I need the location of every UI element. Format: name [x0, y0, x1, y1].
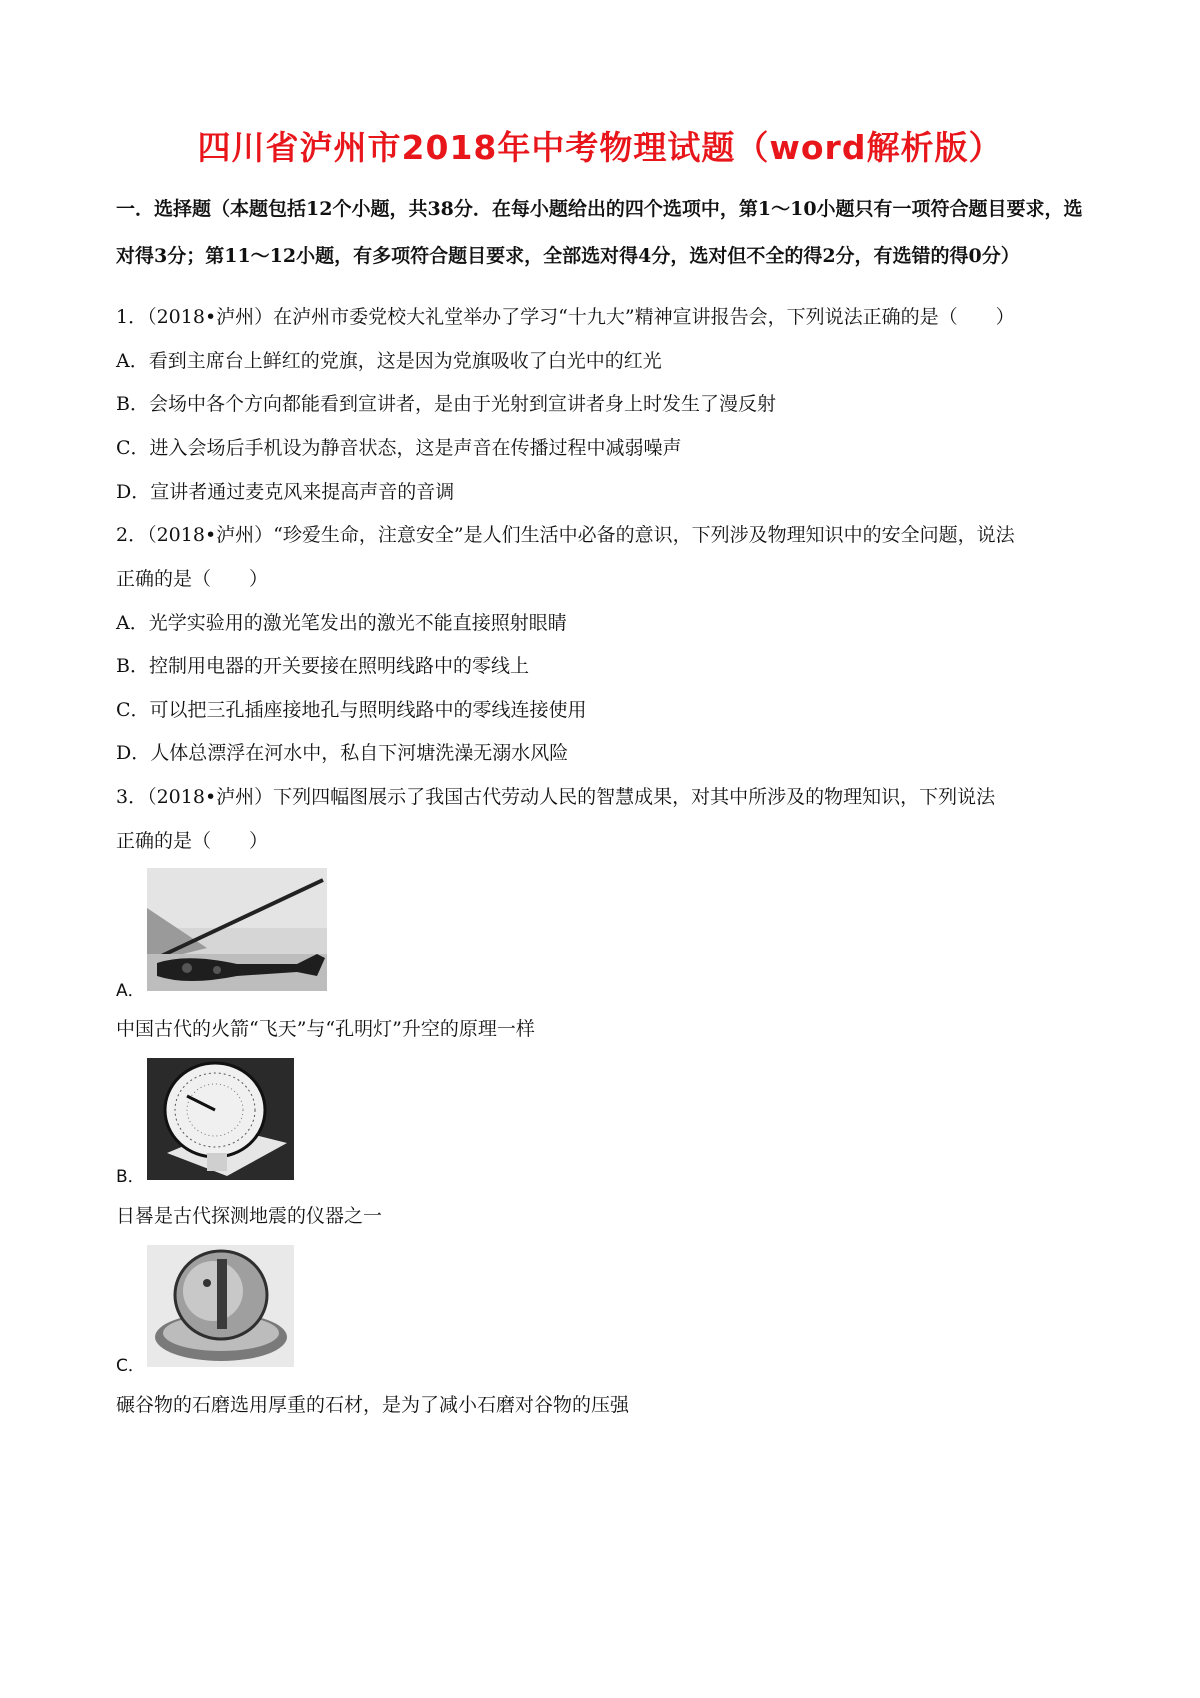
q2-option-b: B．控制用电器的开关要接在照明线路中的零线上: [116, 655, 529, 677]
page-title: 四川省泸州市2018年中考物理试题（word解析版）: [197, 128, 1003, 167]
q3-stem-line2: 正确的是（ ）: [116, 830, 269, 852]
figure-a-rocket-image: [147, 868, 327, 991]
q3-option-c-text: 碾谷物的石磨选用厚重的石材，是为了减小石磨对谷物的压强: [116, 1394, 630, 1416]
q1-option-b: B．会场中各个方向都能看到宣讲者，是由于光射到宣讲者身上时发生了漫反射: [116, 393, 776, 415]
q3-option-b-label: B．: [116, 1167, 145, 1187]
figure-b-sundial-image: [147, 1058, 294, 1180]
q3-option-a-text: 中国古代的火箭“飞天”与“孔明灯”升空的原理一样: [116, 1018, 535, 1040]
q2-option-c: C．可以把三孔插座接地孔与照明线路中的零线连接使用: [116, 699, 587, 721]
q2-stem-line1: 2．（2018•泸州）“珍爱生命，注意安全”是人们生活中必备的意识，下列涉及物理知识中的安全问题，说法: [116, 524, 1015, 546]
section-header: 一．选择题（本题包括12个小题，共38分．在每小题给出的四个选项中，第1～10小题只有一项符合题目要求，选对得3分；第11～12小题，有多项符合题目要求，全部选对得4分，选对但不全的得2分，有选错的得0分）: [116, 198, 1083, 267]
q3-option-b-text: 日晷是古代探测地震的仪器之一: [116, 1205, 383, 1227]
q3-option-a-label: A．: [116, 981, 145, 1001]
q3-option-c-label: C．: [116, 1356, 145, 1376]
q1-stem: 1．（2018•泸州）在泸州市委党校大礼堂举办了学习“十九大”精神宣讲报告会，下列说法正确的是（ ）: [116, 306, 1015, 328]
figure-c-millstone-image: [147, 1245, 294, 1367]
q1-option-d: D．宣讲者通过麦克风来提高声音的音调: [116, 481, 455, 503]
q2-option-d: D．人体总漂浮在河水中，私自下河塘洗澡无溺水风险: [116, 742, 569, 764]
q1-option-a: A．看到主席台上鲜红的党旗，这是因为党旗吸收了白光中的红光: [116, 350, 662, 372]
q1-option-c: C．进入会场后手机设为静音状态，这是声音在传播过程中减弱噪声: [116, 437, 682, 459]
q2-stem-line2: 正确的是（ ）: [116, 568, 269, 590]
q3-stem-line1: 3．（2018•泸州）下列四幅图展示了我国古代劳动人民的智慧成果，对其中所涉及的物理知识，下列说法: [116, 786, 996, 808]
q2-option-a: A．光学实验用的激光笔发出的激光不能直接照射眼睛: [116, 612, 567, 634]
